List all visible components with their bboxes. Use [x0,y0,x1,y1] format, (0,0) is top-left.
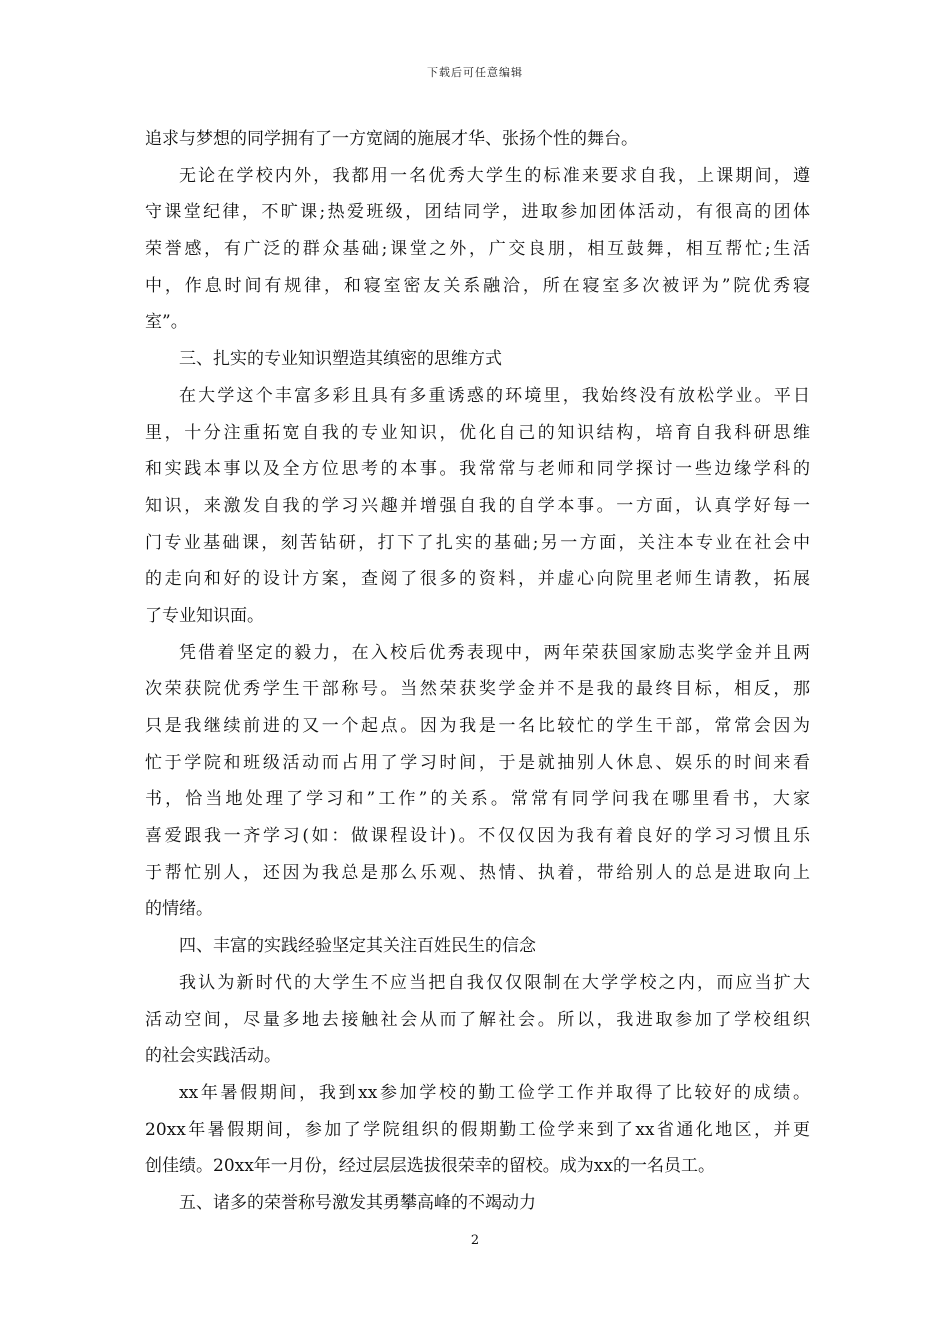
text-line: 三、扎实的专业知识塑造其缜密的思维方式 [179,349,502,370]
text-line: 书，恰当地处理了学习和”工作”的关系。常常有同学问我在哪里看书，大家 [145,789,810,810]
text-line: 四、丰富的实践经验坚定其关注百姓民生的信念 [179,936,536,957]
page-number: 2 [470,1233,480,1248]
text-line: 于帮忙别人，还因为我总是那么乐观、热情、执着，带给别人的总是进取向上 [145,862,810,883]
text-line: 的情绪。 [145,899,213,920]
text-line: 20xx年暑假期间，参加了学院组织的假期勤工俭学来到了xx省通化地区，并更 [145,1119,810,1140]
text-line: xx年暑假期间，我到xx参加学校的勤工俭学工作并取得了比较好的成绩。 [179,1082,810,1103]
text-line: 的社会实践活动。 [145,1046,281,1067]
text-line: 无论在学校内外，我都用一名优秀大学生的标准来要求自我，上课期间，遵 [179,165,810,186]
text-line: 室”。 [145,312,188,333]
text-line: 里，十分注重拓宽自我的专业知识，优化自己的知识结构，培育自我科研思维 [145,422,810,443]
text-line: 知识，来激发自我的学习兴趣并增强自我的自学本事。一方面，认真学好每一 [145,495,810,516]
text-line: 五、诸多的荣誉称号激发其勇攀高峰的不竭动力 [179,1192,536,1213]
text-line: 了专业知识面。 [145,605,264,626]
text-line: 次荣获院优秀学生干部称号。当然荣获奖学金并不是我的最终目标，相反，那 [145,679,810,700]
text-line: 门专业基础课，刻苦钻研，打下了扎实的基础;另一方面，关注本专业在社会中 [145,532,810,553]
page-header: 下载后可任意编辑 [427,66,523,79]
text-line: 和实践本事以及全方位思考的本事。我常常与老师和同学探讨一些边缘学科的 [145,459,810,480]
text-line: 守课堂纪律，不旷课;热爱班级，团结同学，进取参加团体活动，有很高的团体 [145,202,810,223]
text-line: 荣誉感，有广泛的群众基础;课堂之外，广交良朋，相互鼓舞，相互帮忙;生活 [145,239,810,260]
text-line: 只是我继续前进的又一个起点。因为我是一名比较忙的学生干部，常常会因为 [145,716,810,736]
text-line: 的走向和好的设计方案，查阅了很多的资料，并虚心向院里老师生请教，拓展 [145,569,810,590]
text-line: 忙于学院和班级活动而占用了学习时间，于是就抽别人休息、娱乐的时间来看 [145,752,810,773]
text-line: 凭借着坚定的毅力，在入校后优秀表现中，两年荣获国家励志奖学金并且两 [179,642,810,663]
text-line: 活动空间，尽量多地去接触社会从而了解社会。所以，我进取参加了学校组织 [145,1009,810,1030]
text-line: 喜爱跟我一齐学习(如：做课程设计)。不仅仅因为我有着良好的学习习惯且乐 [145,826,810,847]
text-line: 我认为新时代的大学生不应当把自我仅仅限制在大学学校之内，而应当扩大 [179,972,810,993]
text-line: 中，作息时间有规律，和寝室密友关系融洽，所在寝室多次被评为”院优秀寝 [145,275,810,296]
body-text [145,121,810,1222]
text-line: 追求与梦想的同学拥有了一方宽阔的施展才华、张扬个性的舞台。 [145,129,638,149]
text-line: 创佳绩。20xx年一月份，经过层层选拔很荣幸的留校。成为xx的一名员工。 [145,1156,715,1177]
text-line: 在大学这个丰富多彩且具有多重诱惑的环境里，我始终没有放松学业。平日 [179,385,810,406]
